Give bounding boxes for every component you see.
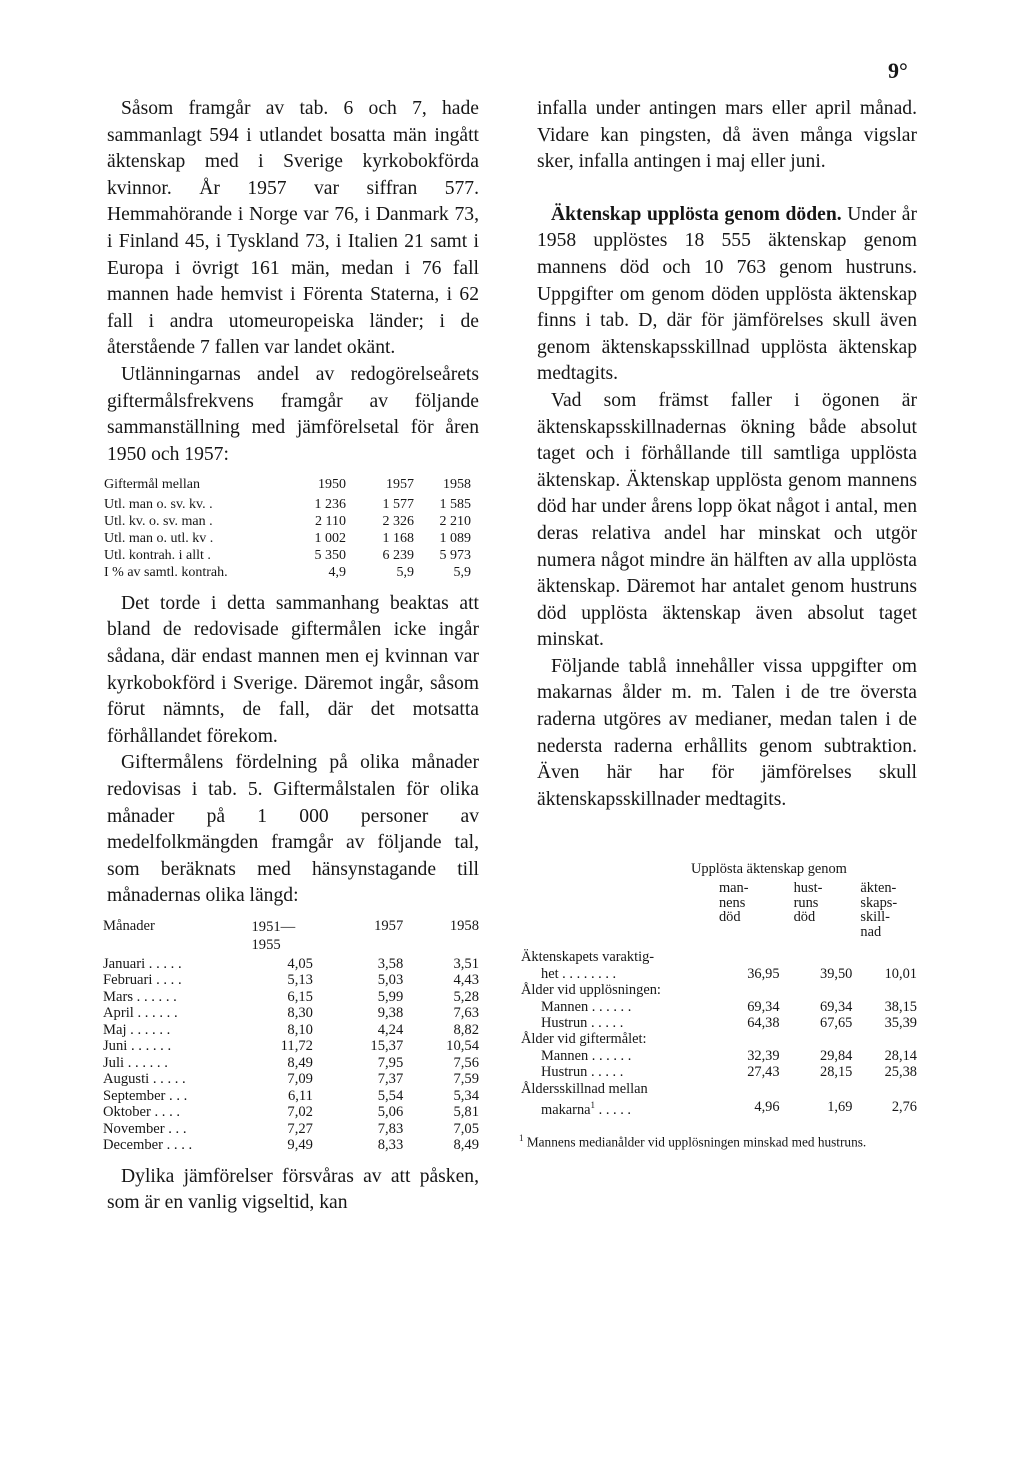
- paragraph: Dylika jämförelser försvåras av att påsken, som är en vanlig vigseltid, kan: [107, 1165, 479, 1214]
- paragraph: [537, 202, 917, 388]
- table-row: Maj . . . . . . 8,10 4,24 8,82: [103, 1021, 479, 1038]
- table-row: December . . . . 9,49 8,33 8,49: [103, 1137, 479, 1154]
- table-title: Upplösta äktenskap genom: [691, 861, 847, 878]
- table-row: Oktober . . . . 7,02 5,06 5,81: [103, 1104, 479, 1121]
- table-row: September . . . 6,11 5,54 5,34: [103, 1087, 479, 1104]
- paragraph: Det torde i detta sammanhang beaktas att bland de redovisade giftermålen icke ingår sådana, där endast mannen men ej kvinnan var kyrkobokförd i Sverige. Däremot ingår, såsom förut nämnts, de fall, där det motsatta förhållandet förekom.: [107, 592, 479, 747]
- section-run-in-heading: Äktenskap upplösta genom döden.: [551, 203, 842, 225]
- dissolved-marriages-table: [521, 881, 917, 1118]
- table-row: Augusti . . . . . 7,09 7,37 7,59: [103, 1071, 479, 1088]
- paragraph: Utlänningarnas andel av redogörelseårets giftermålsfrekvens framgår av följande sammanställning med jämförelsetal för åren 1950 och 1957:: [107, 363, 479, 465]
- page-number: 9°: [888, 58, 908, 83]
- table-row: April . . . . . . 8,30 9,38 7,63: [103, 1005, 479, 1022]
- marriage-nationality-table: [104, 477, 471, 581]
- table-row: Juni . . . . . . 11,72 15,37 10,54: [103, 1038, 479, 1055]
- table-row: Ålder vid upplösningen:: [521, 982, 661, 999]
- leader-dots: . . . . .: [595, 1101, 632, 1118]
- table-row: Utl. kv. o. sv. man . 2 110 2 326 2 210: [104, 514, 471, 530]
- table-row: Utl. kontrah. i allt . 5 350 6 239 5 973: [104, 547, 471, 563]
- table-row: Hustrun . . . . . 64,38 67,65 35,39: [541, 1015, 917, 1032]
- paragraph: infalla under antingen mars eller april månad. Vidare kan pingsten, då även många vigslar sker, infalla antingen i maj eller juni.: [537, 98, 917, 173]
- table-row: Februari . . . . 5,13 5,03 4,43: [103, 972, 479, 989]
- table-row: Hustrun . . . . . 27,43 28,15 25,38: [541, 1064, 917, 1081]
- left-column: [103, 96, 479, 1217]
- footnote-text: Mannens medianålder vid upplösningen minskad med hustruns.: [526, 1134, 867, 1150]
- monthly-marriage-rate-table: [103, 918, 479, 1154]
- row-label: makarna: [541, 1101, 591, 1118]
- paragraph-text: Under år 1958 upplöstes 18 555 äktenskap genom mannens död och 10 763 genom hustruns. Uppgifter om genom döden upplösta äktenskap finns i tab. D, där för jämförelses skull även genom äktenskapsskillnad upplösta äktenskap medtagits.: [537, 203, 917, 385]
- footnote-marker: 1: [519, 1133, 524, 1144]
- table-row: het . . . . . . . . 36,95 39,50 10,01: [541, 965, 917, 982]
- paragraph: Följande tablå innehåller vissa uppgifter om makarnas ålder m. m. Talen i de tre översta raderna utgöres av medianer, medan talen i de nedersta raderna erhållits genom subtraktion. Även här har för jämförelses skull äktenskapsskillnader medtagits.: [537, 655, 917, 810]
- table-row: Åldersskillnad mellan: [521, 1080, 648, 1097]
- right-column: [519, 96, 917, 1151]
- table-row: Mars . . . . . . 6,15 5,99 5,28: [103, 988, 479, 1005]
- table-row: Mannen . . . . . . 69,34 69,34 38,15: [541, 998, 917, 1015]
- table-header-row: man- nens död hust- runs död äkten- skaps- skill- nad: [718, 880, 898, 940]
- footnote-marker: 1: [590, 1100, 596, 1111]
- table-row: Mannen . . . . . . 32,39 29,84 28,14: [541, 1047, 917, 1064]
- table-header-row: Giftermål mellan 1950 1957 1958: [104, 477, 471, 493]
- table-row: makarna$^1$ . . . . . 4,96 1,69 2,76: [541, 1099, 917, 1118]
- table-row: Ålder vid giftermålet:: [521, 1031, 647, 1048]
- table-row: Januari . . . . . 4,05 3,58 3,51: [103, 955, 479, 972]
- table-row: Utl. man o. utl. kv . 1 002 1 168 1 089: [104, 531, 471, 547]
- paragraph: Giftermålens fördelning på olika månader redovisas i tab. 5. Giftermålstalen för olika månader på 1 000 personer av medelfolkmängden framgår av följande tal, som beräknats med hänsynstagande till månadernas olika längd:: [107, 752, 479, 907]
- footnote: [505, 1130, 877, 1150]
- table-row: Juli . . . . . . 8,49 7,95 7,56: [103, 1054, 479, 1071]
- table-row: I % av samtl. kontrah. 4,9 5,9 5,9: [104, 564, 471, 580]
- table-row: November . . . 7,27 7,83 7,05: [103, 1120, 479, 1137]
- dissolved-marriages-table-block: [521, 861, 917, 1150]
- table-row: Utl. man o. sv. kv. . 1 236 1 577 1 585: [104, 497, 471, 513]
- table-row: Äktenskapets varaktig-: [521, 949, 655, 966]
- table-header-row: Månader 1951— 1955 1957 1958: [103, 917, 479, 953]
- paragraph: Såsom framgår av tab. 6 och 7, hade sammanlagt 594 i utlandet bosatta män ingått äktenskap med i Sverige kyrkobokförda kvinnor. År 1957 var siffran 577. Hemmahörande i Norge var 76, i Danmark 73, i Finland 45, i Tyskland 73, i Italien 21 samt i Europa i övrigt 161 män, medan i 76 fall mannen hade hemvist i Förenta Staterna, i 62 fall i andra utomeuropeiska länder; i de återstående 7 fallen var landet okänt.: [107, 98, 479, 359]
- paragraph: Vad som främst faller i ögonen är äktenskapsskillnadernas ökning både absolut taget och i förhållande till samtliga upplösta äktenskap. Äktenskap upplösta genom mannens död har under årens lopp ökat något i antal, men deras relativa andel har minskat och utgör numera något mindre än hälften av alla upplösta äktenskap. Däremot har antalet genom hustruns död upplösta äktenskap även absolut taget minskat.: [537, 389, 917, 651]
